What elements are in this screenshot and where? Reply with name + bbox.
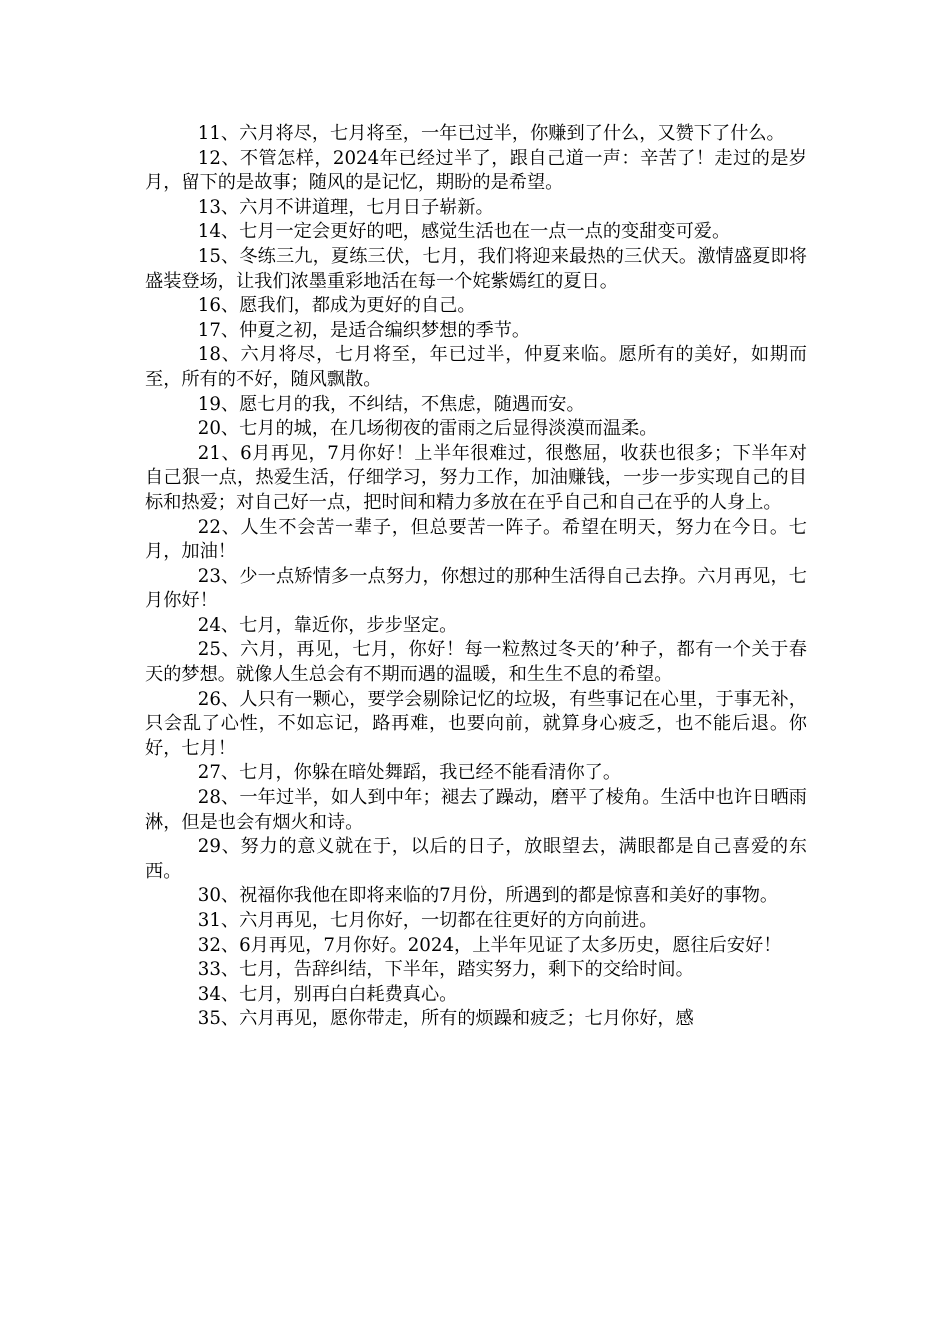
paragraph-34: 34、七月，别再白白耗费真心。	[197, 983, 458, 1005]
paragraph-35: 35、六月再见，愿你带走，所有的烦躁和疲乏；七月你好，感	[197, 1008, 694, 1030]
document-page	[145, 122, 807, 1032]
paragraph-17: 17、仲夏之初，是适合编织梦想的季节。	[197, 319, 531, 341]
paragraph-18: 18、六月将尽，七月将至，年已过半，仲夏来临。愿所有的美好，如期而至，所有的不好，随风飘散。	[145, 344, 807, 390]
paragraph-24: 24、七月，靠近你，步步坚定。	[197, 614, 458, 636]
paragraph-33: 33、七月，告辞纠结，下半年，踏实努力，剩下的交给时间。	[197, 959, 694, 981]
paragraph-30: 30、祝福你我他在即将来临的7月份，所遇到的都是惊喜和美好的事物。	[197, 885, 779, 907]
paragraph-19: 19、愿七月的我，不纠结，不焦虑，随遇而安。	[197, 393, 585, 415]
paragraph-12: 12、不管怎样，2024年已经过半了，跟自己道一声：辛苦了！走过的是岁月，留下的是故事；随风的是记忆，期盼的是希望。	[145, 147, 807, 194]
paragraph-13: 13、六月不讲道理，七月日子崭新。	[197, 196, 494, 218]
paragraph-14: 14、七月一定会更好的吧，感觉生活也在一点一点的变甜变可爱。	[197, 221, 731, 243]
paragraph-26: 26、人只有一颗心，要学会剔除记忆的垃圾，有些事记在心里，于事无补，只会乱了心性，不如忘记，路再难，也要向前，就算身心疲乏，也不能后退。你好，七月！	[145, 688, 807, 759]
paragraph-25: 25、六月，再见，七月，你好！每一粒熬过冬天的’种子，都有一个关于春天的梦想。就像人生总会有不期而遇的温暖，和生生不息的希望。	[145, 639, 807, 686]
paragraph-11: 11、六月将尽，七月将至，一年已过半，你赚到了什么，又赞下了什么。	[197, 123, 785, 144]
paragraph-31: 31、六月再见，七月你好，一切都在往更好的方向前进。	[197, 910, 658, 931]
paragraph-15: 15、冬练三九，夏练三伏，七月，我们将迎来最热的三伏天。激情盛夏即将盛装登场，让我们浓墨重彩地活在每一个姹紫嫣红的夏日。	[145, 245, 807, 292]
paragraph-27: 27、七月，你躲在暗处舞蹈，我已经不能看清你了。	[197, 762, 622, 784]
paragraph-20: 20、七月的城，在几场彻夜的雷雨之后显得淡漠而温柔。	[197, 418, 658, 440]
paragraph-21: 21、6月再见，7月你好！上半年很难过，很憋屈，收获也很多；下半年对自己狠一点，热爱生活，仔细学习，努力工作，加油赚钱，一步一步实现自己的目标和热爱；对自己好一点，把时间和精力多放在在乎自己和自己在乎的人身上。	[145, 442, 807, 513]
paragraph-23: 23、少一点矫情多一点努力，你想过的那种生活得自己去挣。六月再见，七月你好！	[145, 565, 807, 612]
paragraph-16: 16、愿我们，都成为更好的自己。	[197, 295, 476, 317]
paragraph-28: 28、一年过半，如人到中年；褪去了躁动，磨平了棱角。生活中也许日晒雨淋，但是也会有烟火和诗。	[145, 787, 807, 833]
paragraph-22: 22、人生不会苦一辈子，但总要苦一阵子。希望在明天，努力在今日。七月，加油！	[145, 516, 807, 563]
paragraph-32: 32、6月再见，7月你好。2024，上半年见证了太多历史，愿往后安好！	[197, 934, 782, 956]
paragraph-29: 29、努力的意义就在于，以后的日子，放眼望去，满眼都是自己喜爱的东西。	[145, 836, 807, 882]
